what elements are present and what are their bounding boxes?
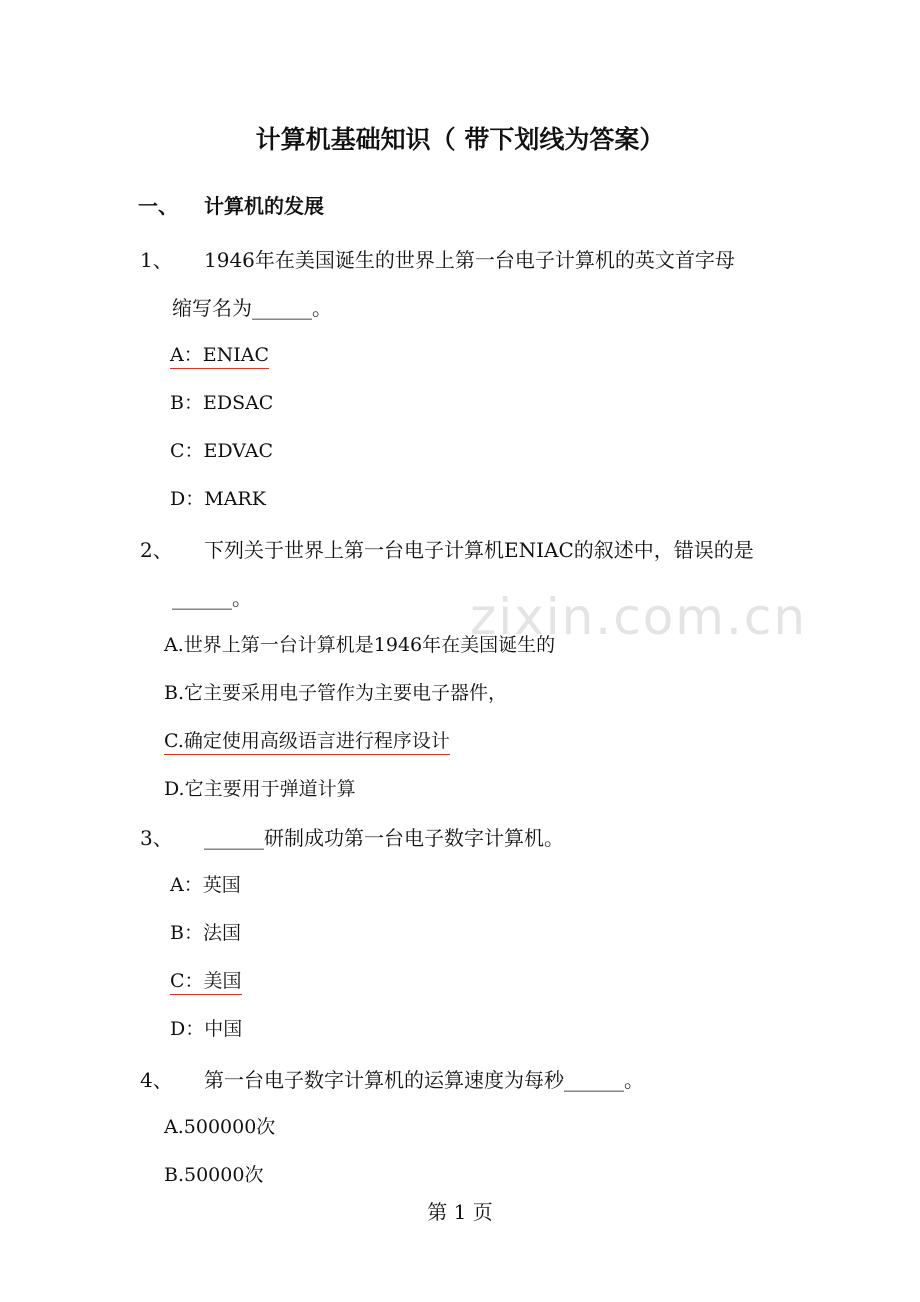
question-1-number: 1、 (140, 248, 173, 272)
section-title: 计算机的发展 (204, 194, 324, 218)
question-2-option-b: B.它主要采用电子管作为主要电子器件， (164, 682, 508, 704)
page-number-footer: 第 1 页 (427, 1200, 493, 1224)
question-2-text-continued: ______。 (172, 586, 252, 610)
question-2-number: 2、 (140, 538, 173, 562)
question-2-option-a: A.世界上第一台计算机是1946年在美国诞生的 (164, 634, 556, 656)
question-1-text-continued: 缩写名为______。 (172, 296, 332, 320)
watermark: zixin.com.cn (470, 588, 808, 646)
question-4-number: 4、 (140, 1068, 173, 1092)
question-1-option-c: C：EDVAC (170, 440, 273, 462)
question-1-option-b: B：EDSAC (170, 392, 274, 414)
question-3-text: ______研制成功第一台电子数字计算机。 (204, 826, 564, 850)
question-2-option-d: D.它主要用于弹道计算 (164, 778, 356, 800)
document-title: 计算机基础知识（ 带下划线为答案） (255, 125, 665, 154)
section-number: 一、 (138, 194, 178, 218)
question-2-text: 下列关于世界上第一台电子计算机ENIAC的叙述中，错误的是 (204, 538, 754, 562)
question-4-option-a: A.500000次 (164, 1116, 276, 1138)
question-2-option-c-answer: C.确定使用高级语言进行程序设计 (164, 726, 450, 755)
question-3-option-b: B：法国 (170, 922, 241, 944)
question-3-option-d: D：中国 (170, 1018, 243, 1040)
question-4-option-b: B.50000次 (164, 1164, 264, 1186)
question-3-number: 3、 (140, 826, 173, 850)
question-1-option-d: D：MARK (170, 488, 266, 510)
question-1-text: 1946年在美国诞生的世界上第一台电子计算机的英文首字母 (204, 248, 735, 272)
question-4-text: 第一台电子数字计算机的运算速度为每秒______。 (204, 1068, 644, 1092)
question-1-option-a-answer: A：ENIAC (170, 340, 269, 369)
question-3-option-c-answer: C：美国 (170, 966, 242, 995)
question-3-option-a: A：英国 (170, 874, 241, 896)
